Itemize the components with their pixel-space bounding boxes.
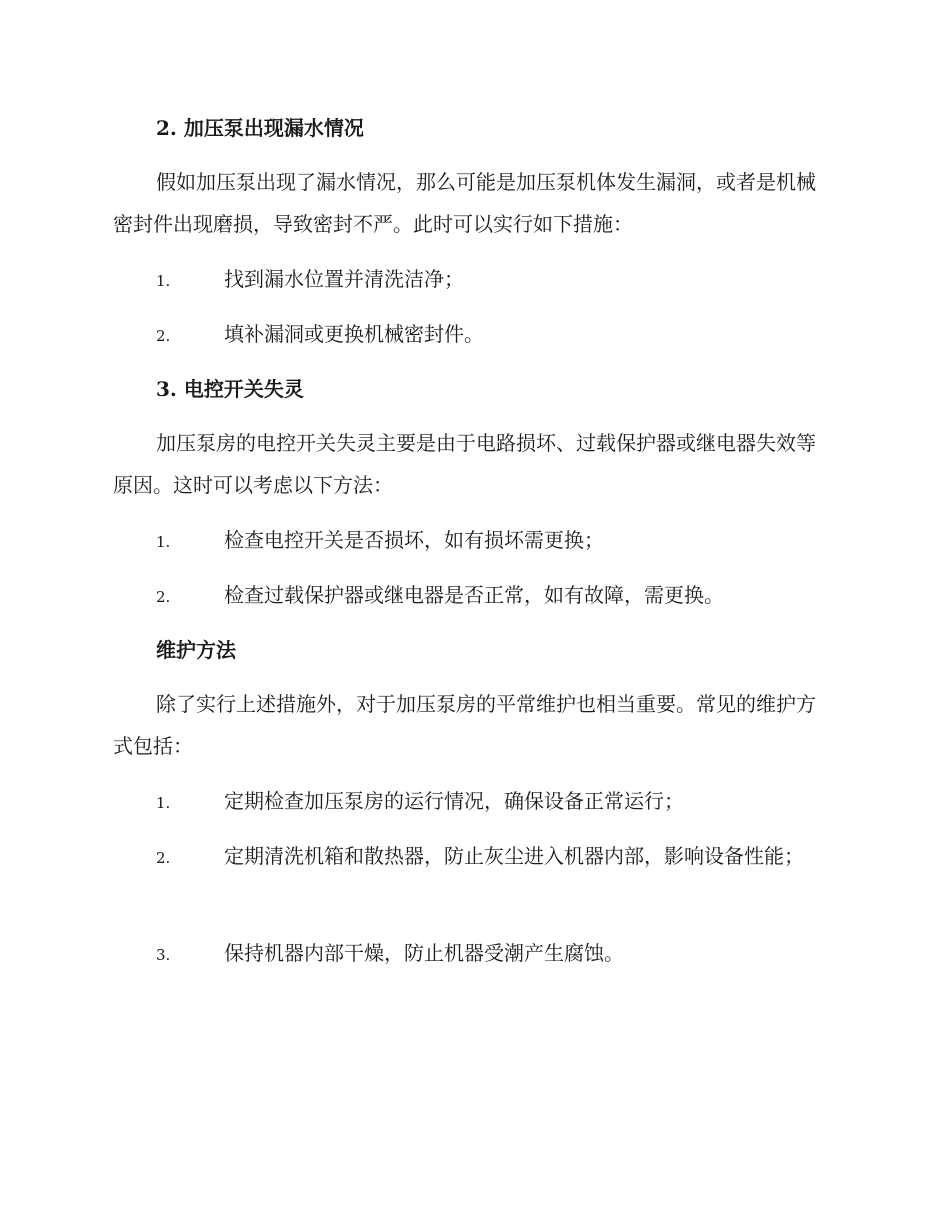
section-paragraph-switch: 加压泵房的电控开关失灵主要是由于电路损坏、过载保护器或继电器失效等原因。这时可以考虑以下方法： bbox=[113, 431, 816, 497]
section-heading-leak: 2. 加压泵出现漏水情况 bbox=[156, 116, 364, 140]
list-number: 1. bbox=[156, 533, 171, 551]
list-number: 1. bbox=[156, 794, 171, 812]
list-item bbox=[113, 313, 833, 357]
section-paragraph-leak: 假如加压泵出现了漏水情况，那么可能是加压泵机体发生漏洞，或者是机械密封件出现磨损，导致密封不严。此时可以实行如下措施： bbox=[113, 170, 816, 236]
list-item bbox=[113, 932, 833, 976]
section-heading-switch: 3. 电控开关失灵 bbox=[156, 377, 304, 401]
list-text: 定期检查加压泵房的运行情况，确保设备正常运行； bbox=[224, 789, 684, 813]
section-paragraph-maintenance: 除了实行上述措施外，对于加压泵房的平常维护也相当重要。常见的维护方式包括： bbox=[113, 692, 816, 758]
list-item bbox=[113, 519, 833, 563]
list-number: 2. bbox=[156, 588, 171, 606]
list-text: 检查过载保护器或继电器是否正常，如有故障，需更换。 bbox=[224, 583, 724, 607]
list-item bbox=[113, 258, 833, 302]
list-text: 找到漏水位置并清洗洁净； bbox=[224, 267, 464, 291]
section-heading-maintenance: 维护方法 bbox=[156, 638, 236, 662]
list-number: 2. bbox=[156, 327, 171, 345]
list-item bbox=[113, 835, 833, 879]
list-text: 填补漏洞或更换机械密封件。 bbox=[224, 322, 484, 346]
list-item bbox=[113, 574, 833, 618]
list-item bbox=[113, 780, 833, 824]
list-number: 3. bbox=[156, 946, 171, 964]
list-text: 保持机器内部干燥，防止机器受潮产生腐蚀。 bbox=[224, 941, 624, 965]
list-text: 定期清洗机箱和散热器，防止灰尘进入机器内部，影响设备性能； bbox=[224, 844, 804, 868]
list-number: 1. bbox=[156, 272, 171, 290]
list-text: 检查电控开关是否损坏，如有损坏需更换； bbox=[224, 528, 604, 552]
list-number: 2. bbox=[156, 849, 171, 867]
